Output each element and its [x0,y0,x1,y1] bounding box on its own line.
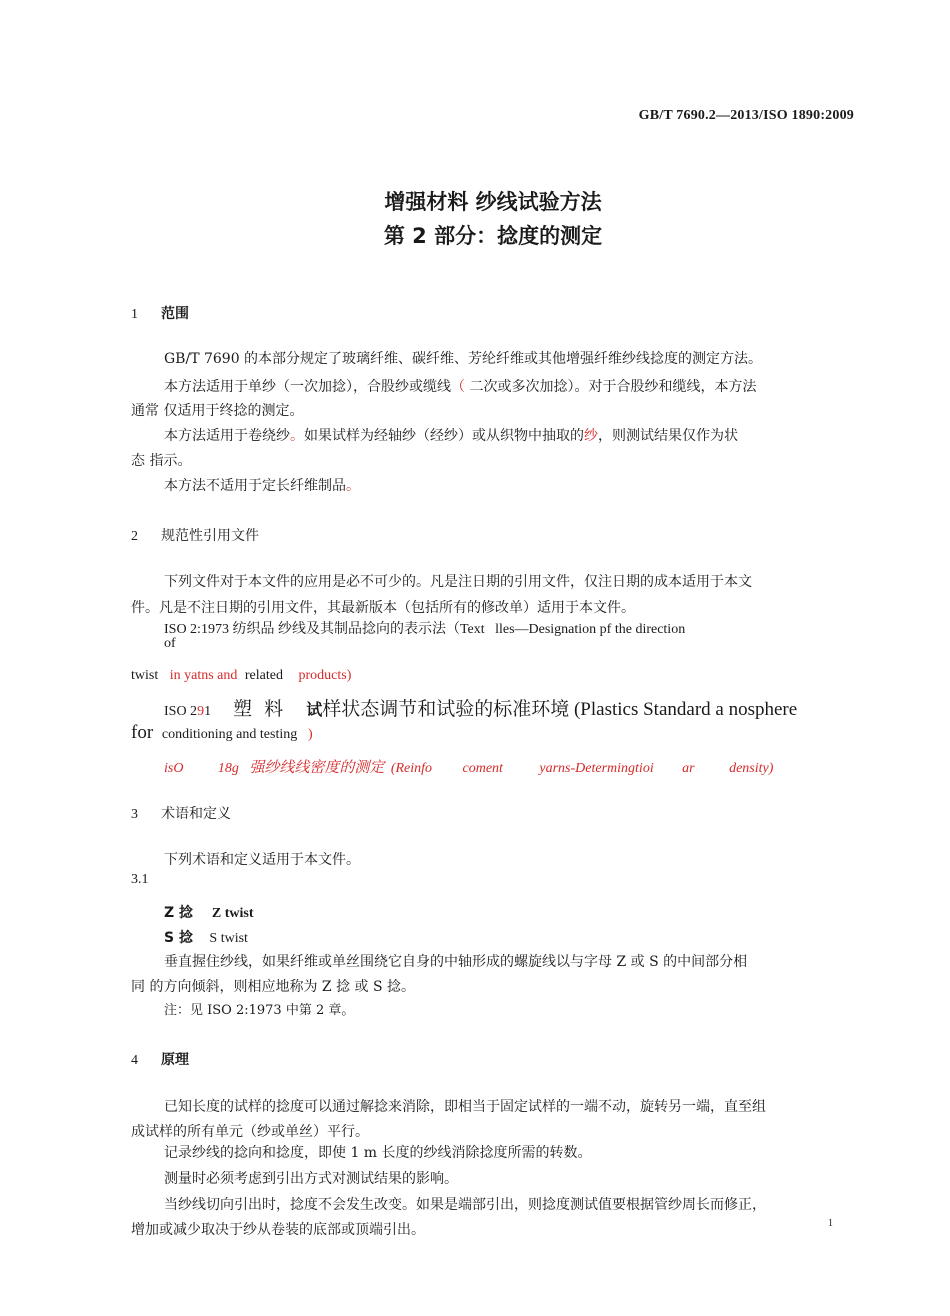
term-definition-cont: 同 的方向倾斜，则相应地称为 Z 捻 或 S 捻。 [131,979,416,995]
text-run: conditioning and testing [161,727,298,742]
scope-paragraph-2 [164,376,756,396]
text-run: 9 [197,704,205,719]
principle-paragraph-1-cont: 成试样的所有单元（纱或单丝）平行。 [131,1124,369,1140]
section-number: 1 [131,307,138,322]
text-run: 1 [204,704,212,719]
text-run: related [244,668,283,683]
section-number: 4 [131,1053,138,1068]
text-run: ，则测试结果仅作为状 [598,428,738,444]
scope-paragraph-2-cont: 通常 仅适用于终捻的测定。 [131,403,304,419]
section-title: 范围 [161,306,189,322]
reference-iso-2 [164,618,685,638]
reference-iso-291-cont [131,722,313,744]
section-3-heading [131,803,231,823]
text-run: products) [298,668,352,683]
text-run: （ [451,379,465,395]
text-run: 试 [306,700,323,719]
text-run: 强纱线线密度的测定 [249,758,385,776]
text-run: in yatns and [169,668,238,683]
term-z-twist [164,902,254,922]
terms-intro: 下列术语和定义适用于本文件。 [164,852,360,868]
text-run: 本方法适用于卷绕纱 [164,428,290,444]
page-number: 1 [828,1218,833,1229]
term-number: 3.1 [131,872,149,887]
text-run: 。 [290,428,304,444]
term-s-twist [164,927,248,947]
reference-iso-291 [164,694,797,721]
principle-paragraph-3: 测量时必须考虑到引出方式对测试结果的影响。 [164,1171,458,1187]
section-title: 原理 [161,1052,189,1068]
text-run: Z twist [211,906,254,921]
text-run: S twist [209,931,248,946]
term-note: 注：见 ISO 2:1973 中第 2 章。 [164,1003,355,1018]
reference-iso-2-of: of [164,636,176,651]
text-run: yarns-Determingtioi [539,761,654,776]
text-run: 纱 [584,428,598,444]
text-run: twist [131,668,159,683]
references-paragraph-1: 下列文件对于本文件的应用是必不可少的。凡是注日期的引用文件，仅注日期的成本适用于本文 [164,574,752,590]
text-run: for [131,722,154,743]
principle-paragraph-1: 已知长度的试样的捻度可以通过解捻来消除，即相当于固定试样的一端不动，旋转另一端，直至组 [164,1099,766,1115]
text-run: isO [164,761,184,776]
section-title: 术语和定义 [161,806,231,822]
text-run: 本方法适用于单纱（一次加捻），合股纱或缆线 [164,379,451,395]
text-run: ) [307,727,313,742]
text-run: 塑 料 [233,698,287,720]
section-number: 3 [131,807,138,822]
scope-paragraph-3-cont: 态 指示。 [131,453,192,469]
scope-paragraph-3 [164,425,738,445]
text-run: 样状态调节和试验的标准环境 (Plastics Standard a nosphere [322,699,798,720]
references-paragraph-1-cont: 件。凡是不注日期的引用文件，其最新版本（包括所有的修改单）适用于本文件。 [131,600,635,616]
scope-paragraph-1: GB/T 7690 的本部分规定了玻璃纤维、碳纤维、芳纶纤维或其他增强纤维纱线捻度的测定方法。 [164,351,763,367]
text-run: 。 [346,478,360,494]
text-run: (Reinfo [390,761,433,776]
section-1-heading [131,303,189,323]
text-run: 如果试样为经轴纱（经纱）或从织物中抽取的 [304,428,584,444]
title-line-1: 增强材料 纱线试验方法 [384,190,602,214]
text-run: ISO 2 [164,704,198,719]
principle-paragraph-4-cont: 增加或减少取决于纱从卷装的底部或顶端引出。 [131,1222,425,1238]
text-run: Z 捻 [164,905,194,921]
principle-paragraph-2: 记录纱线的捻向和捻度，即使 1 m 长度的纱线消除捻度所需的转数。 [164,1145,592,1161]
text-run: S 捻 [164,930,193,946]
text-run: 二次或多次加捻）。对于合股纱和缆线，本方法 [465,379,757,395]
standard-code: GB/T 7690.2—2013/ISO 1890:2009 [638,108,854,123]
section-title: 规范性引用文件 [161,528,259,544]
section-4-heading [131,1049,189,1069]
text-run: coment [462,761,503,776]
title-line-2: 第 2 部分：捻度的测定 [383,224,603,248]
scope-paragraph-4 [164,475,360,495]
reference-iso-1889 [164,756,773,777]
text-run: lles—Designation pf the direction [495,622,686,637]
text-run: density) [729,761,774,776]
reference-iso-2-cont [131,668,351,684]
text-run: 本方法不适用于定长纤维制品 [164,478,346,494]
text-run: ar [682,761,695,776]
principle-paragraph-4: 当纱线切向引出时，捻度不会发生改变。如果是端部引出，则捻度测试值要根据管纱周长而修正， [164,1197,766,1213]
section-number: 2 [131,529,138,544]
term-definition: 垂直握住纱线，如果纤维或单丝围绕它自身的中轴形成的螺旋线以与字母 Z 或 S 的中间部分相 [164,954,748,970]
text-run: ISO 2:1973 纺织品 纱线及其制品捻向的表示法（Text [164,622,485,637]
section-2-heading [131,525,259,545]
text-run: 18g [217,761,239,776]
